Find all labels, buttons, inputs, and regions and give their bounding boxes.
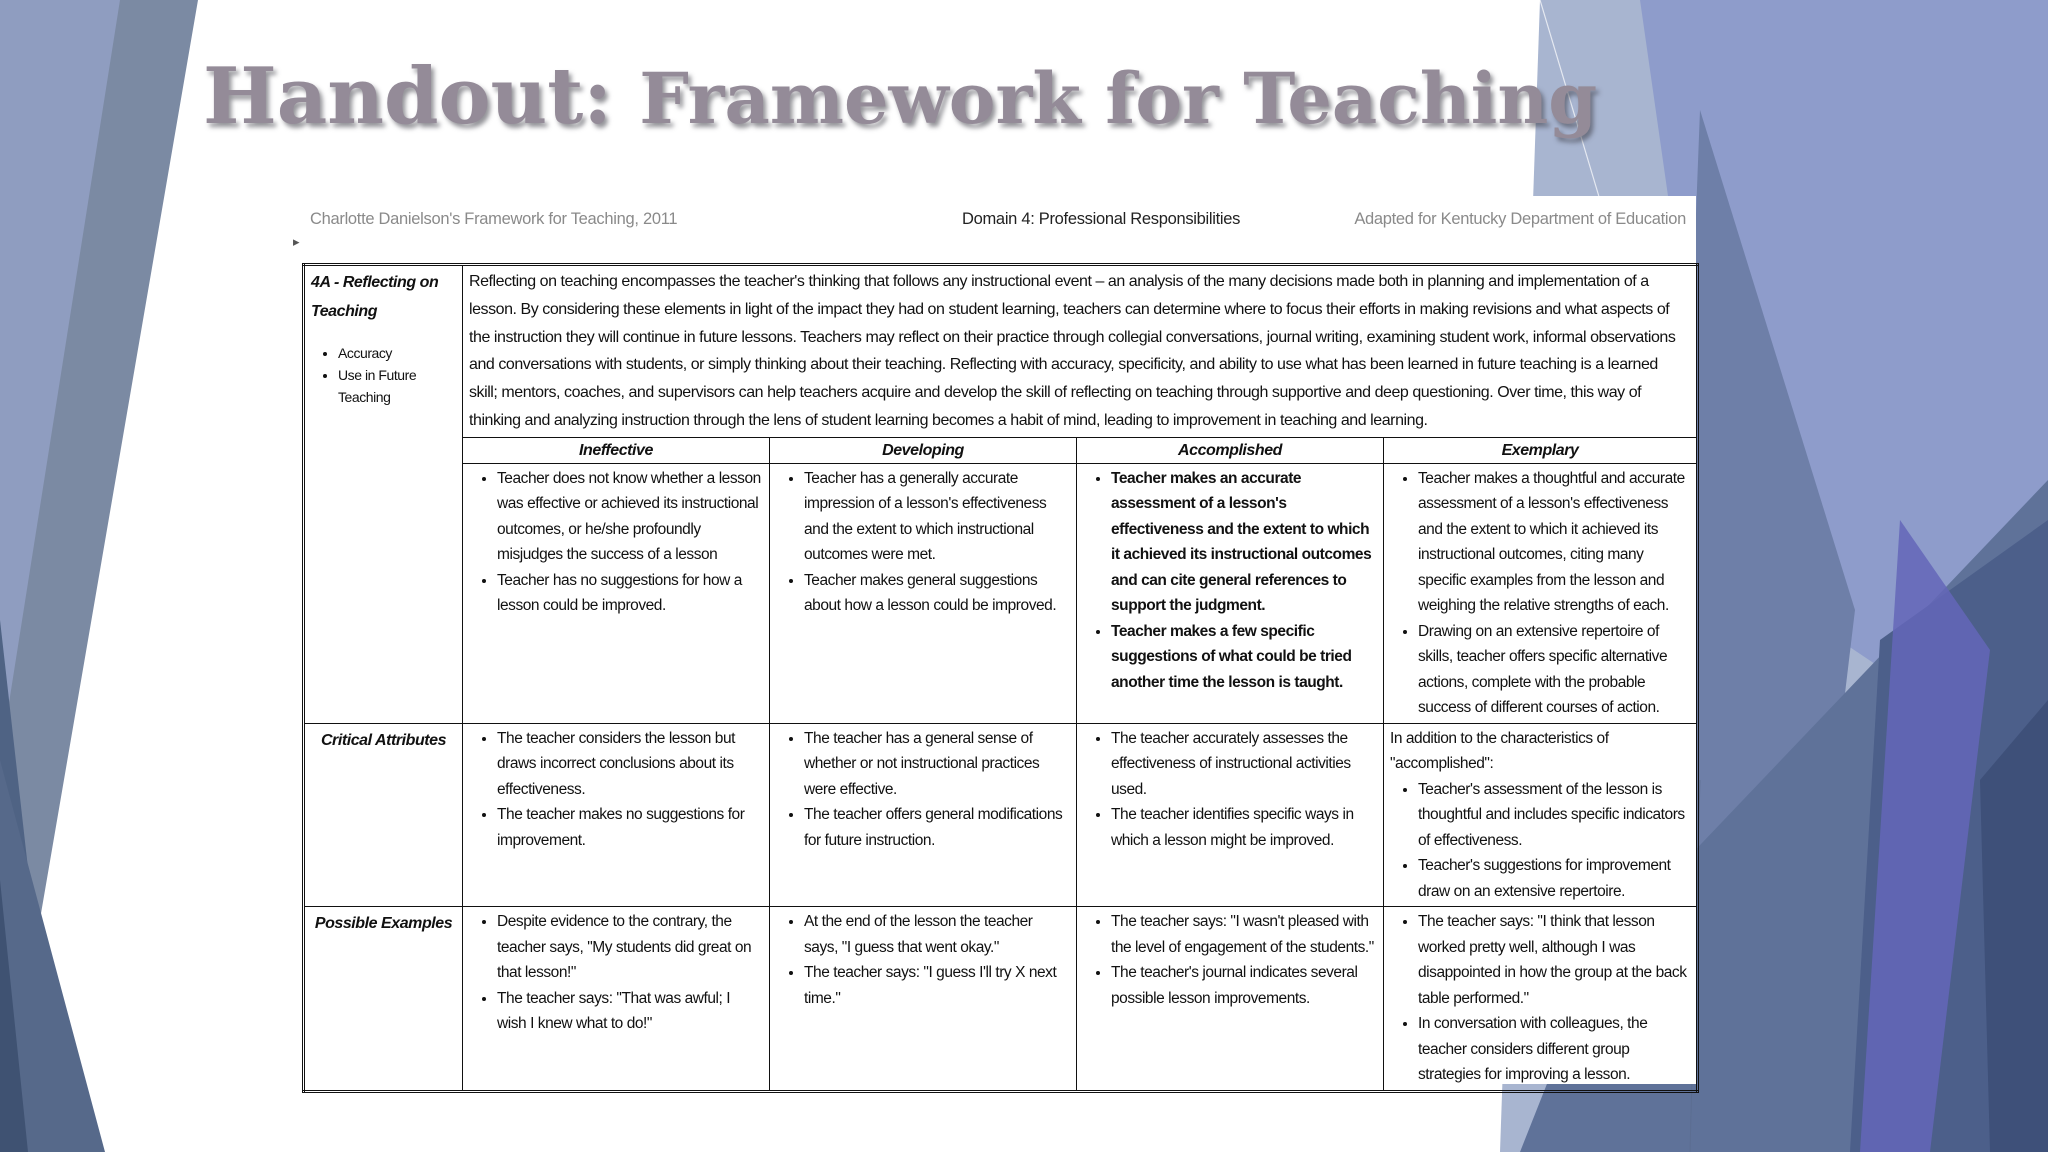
component-description: Reflecting on teaching encompasses the teacher's thinking that follows any instructional event – an analysis of the many decisions made both in planning and implementation of a lesson. By considering these elements in light of the impact they had on student learning, teachers can determine where to focus their efforts in making revisions and what aspects of the instruction they will continue in future lessons. Teachers may reflect on their practice through collegial conversations, journal writing, examining student work, informal observations and conversations with students, or simply thinking about their teaching. Reflecting with accuracy, specificity, and ability to use what has been learned in future teaching is a learned skill; mentors, coaches, and supervisors can help teachers acquire and develop the skill of reflecting on teaching through supportive and deep questioning. Over time, this way of thinking and analyzing instruction through the lens of student learning becomes a habit of mind, leading to improvement in teaching and learning. [463,265,1698,438]
possible-examples-label-cell [304,907,463,1092]
list-item: • Teacher makes an accurate assessment of a lesson's effectiveness and the extent to which it achieved its instructional outcomes and can cite general references to support the judgment. [1111,466,1377,619]
critical-developing [770,723,1077,907]
examples-accomplished [1077,907,1384,1092]
slide-title-sub: Framework for Teaching [639,57,1598,140]
exemplary-intro: In addition to the characteristics of "accomplished": [1390,729,1609,773]
list-item: • Teacher makes a few specific suggestions of what could be tried another time the lesson is taught. [1111,619,1377,696]
slide-title [203,51,1598,142]
list-item: • The teacher identifies specific ways in which a lesson might be improved. [1111,802,1377,853]
rubric-table [302,263,1699,1093]
examples-exemplary [1384,907,1698,1092]
list-item: • At the end of the lesson the teacher says, "I guess that went okay." [804,909,1070,960]
component-elements [311,342,456,408]
document-header [310,210,1686,232]
examples-ineffective [463,907,770,1092]
level-header-exemplary: Exemplary [1384,437,1698,463]
list-item: • Teacher has no suggestions for how a lesson could be improved. [497,568,763,619]
critical-accomplished [1077,723,1384,907]
list-item: • The teacher's journal indicates several possible lesson improvements. [1111,960,1377,1011]
list-item: • The teacher considers the lesson but draws incorrect conclusions about its effectiveness. [497,726,763,803]
level-header-accomplished: Accomplished [1077,437,1384,463]
list-item: • The teacher says: "I wasn't pleased with the level of engagement of the students." [1111,909,1377,960]
handout-document [290,196,1696,1084]
level-header-developing: Developing [770,437,1077,463]
critical-attributes-label: Critical Attributes [320,731,447,749]
element-item: • Accuracy [338,342,456,364]
list-item: • Teacher does not know whether a lesson was effective or achieved its instructional outcomes, or he/she profoundly misjudges the success of a lesson [497,466,763,568]
header-source: Charlotte Danielson's Framework for Teaching, 2011 [310,210,678,228]
list-item: • The teacher has a general sense of whether or not instructional practices were effective. [804,726,1070,803]
critical-exemplary [1384,723,1698,907]
list-item: • In conversation with colleagues, the teacher considers different group strategies for improving a lesson. [1418,1011,1690,1088]
list-item: • The teacher accurately assesses the effectiveness of instructional activities used. [1111,726,1377,803]
performance-exemplary [1384,463,1698,723]
list-item: • Teacher makes a thoughtful and accurate assessment of a lesson's effectiveness and the extent to which it achieved its instructional outcomes, citing many specific examples from the lesson and weighing the relative strengths of each. [1418,466,1690,619]
list-item: • Teacher's assessment of the lesson is thoughtful and includes specific indicators of effectiveness. [1418,777,1690,854]
critical-ineffective [463,723,770,907]
performance-ineffective [463,463,770,723]
list-item: • The teacher offers general modifications for future instruction. [804,802,1070,853]
list-item: • The teacher says: "I guess I'll try X next time." [804,960,1070,1011]
element-item: • Use in Future Teaching [338,364,456,408]
list-item: • Teacher makes general suggestions about how a lesson could be improved. [804,568,1070,619]
list-item: • Teacher's suggestions for improvement draw on an extensive repertoire. [1418,853,1690,904]
performance-developing [770,463,1077,723]
component-cell [304,265,463,724]
level-header-ineffective: Ineffective [463,437,770,463]
critical-attributes-label-cell [304,723,463,907]
header-adaptation: Adapted for Kentucky Department of Education [1354,210,1686,228]
list-item: • Teacher has a generally accurate impression of a lesson's effectiveness and the extent to which instructional outcomes were met. [804,466,1070,568]
performance-accomplished [1077,463,1384,723]
component-title: 4A - Reflecting on Teaching [311,274,439,320]
header-domain: Domain 4: Professional Responsibilities [962,210,1241,228]
examples-developing [770,907,1077,1092]
possible-examples-label: Possible Examples [314,915,453,933]
slide-title-main: Handout: [203,51,640,142]
anchor-icon: ▸ [293,234,300,249]
list-item: • The teacher says: "I think that lesson worked pretty well, although I was disappointed in how the group at the back table performed." [1418,909,1690,1011]
list-item: • Drawing on an extensive repertoire of skills, teacher offers specific alternative actions, complete with the probable success of different courses of action. [1418,619,1690,721]
list-item: • Despite evidence to the contrary, the teacher says, "My students did great on that lesson!" [497,909,763,986]
list-item: • The teacher says: "That was awful; I wish I knew what to do!" [497,986,763,1037]
list-item: • The teacher makes no suggestions for improvement. [497,802,763,853]
